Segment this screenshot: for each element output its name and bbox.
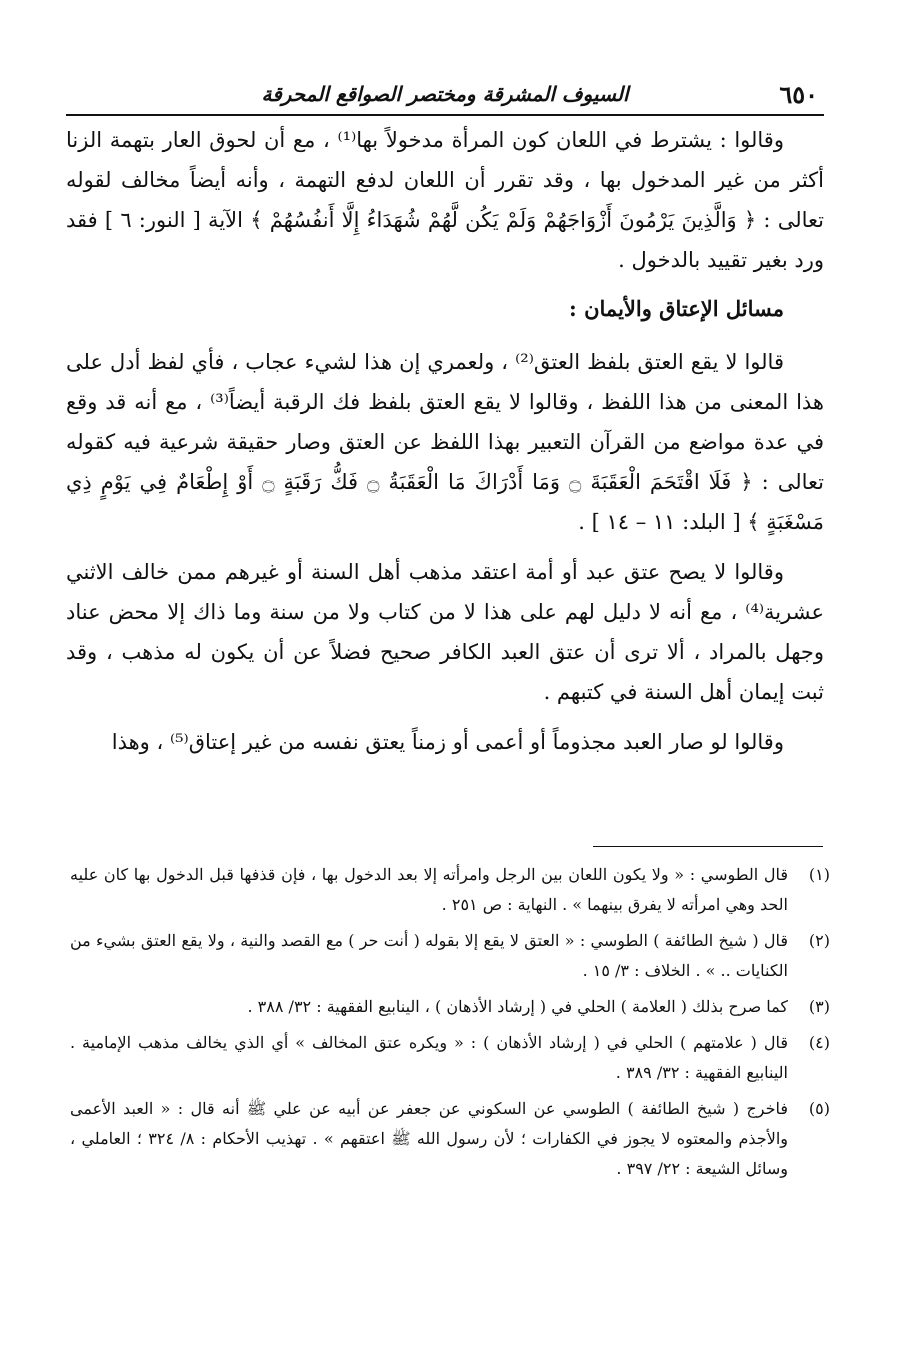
footnote-number: (١) xyxy=(808,865,830,884)
footnote-number: (٤) xyxy=(808,1033,830,1052)
footnote-text: قال ( شيخ الطائفة ) الطوسي : « العتق لا يقع إلا بقوله ( أنت حر ) مع القصد والنية ، ولا يقع العتق بشيء من الكنايات .. » . الخلاف : ٣/ ١٥ . xyxy=(70,931,788,980)
footnote-text: قال الطوسي : « ولا يكون اللعان بين الرجل وامرأته إلا بعد الدخول بها ، فإن قذفها قبل الدخول بها كان عليه الحد وهي امرأته لا يفرق بينهما » . النهاية : ص ٢٥١ . xyxy=(70,865,788,914)
footnote xyxy=(70,992,830,1022)
footnotes xyxy=(70,860,830,1190)
footnote-divider xyxy=(593,846,823,847)
paragraph-itq-lafz: قالوا لا يقع العتق بلفظ العتق⁽²⁾ ، ولعمري إن هذا لشيء عجاب ، فأي لفظ أدل على هذا المعنى من هذا اللفظ ، وقالوا لا يقع العتق بلفظ فك الرقبة أيضاً⁽³⁾ ، مع أنه قد وقع في عدة مواضع من القرآن التعبير بهذا اللفظ عن العتق وصار حقيقة شرعية فيه كقوله تعالى : ﴿ فَلَا اقْتَحَمَ الْعَقَبَةَ ۝ وَمَا أَدْرَاكَ مَا الْعَقَبَةُ ۝ فَكُّ رَقَبَةٍ ۝ أَوْ إِطْعَامٌ فِي يَوْمٍ ذِي مَسْغَبَةٍ ﴾ [ البلد: ١١ – ١٤ ] . xyxy=(66,350,824,534)
running-title: السيوف المشرقة ومختصر الصواقع المحرقة xyxy=(261,82,629,106)
footnote-number: (٢) xyxy=(808,931,830,950)
page-number: ٦٥٠ xyxy=(779,80,818,109)
footnote xyxy=(70,1094,830,1184)
section-heading: مسائل الإعتاق والأيمان : xyxy=(569,296,784,321)
paragraph-lian: وقالوا : يشترط في اللعان كون المرأة مدخولاً بها⁽¹⁾ ، مع أن لحوق العار بتهمة الزنا أكثر من غير المدخول بها ، وقد تقرر أن اللعان لدفع التهمة ، وأنه أيضاً مخالف لقوله تعالى : ﴿ وَالَّذِينَ يَرْمُونَ أَزْوَاجَهُمْ وَلَمْ يَكُن لَّهُمْ شُهَدَاءُ إِلَّا أَنفُسُهُمْ ﴾ الآية [ النور: ٦ ] فقد ورد بغير تقييد بالدخول . xyxy=(66,128,824,272)
page-header xyxy=(66,80,824,116)
paragraph-itq-blind: وقالوا لو صار العبد مجذوماً أو أعمى أو زمناً يعتق نفسه من غير إعتاق⁽⁵⁾ ، وهذا xyxy=(111,730,784,754)
footnote xyxy=(70,860,830,920)
footnote xyxy=(70,1028,830,1088)
footnote-text: قال ( علامتهم ) الحلي في ( إرشاد الأذهان ) : « ويكره عتق المخالف » أي الذي يخالف مذهب الإمامية . الينابيع الفقهية : ٣٢/ ٣٨٩ . xyxy=(70,1033,788,1082)
footnote-text: كما صرح بذلك ( العلامة ) الحلي في ( إرشاد الأذهان ) ، الينابيع الفقهية : ٣٢/ ٣٨٨ . xyxy=(247,997,788,1016)
footnote xyxy=(70,926,830,986)
footnote-text: فاخرج ( شيخ الطائفة ) الطوسي عن السكوني عن جعفر عن أبيه عن علي ﷺ أنه قال : « العبد الأعمى والأجذم والمعتوه لا يجوز في الكفارات ؛ لأن رسول الله ﷺ اعتقهم » . تهذيب الأحكام : ٨/ ٣٢٤ ؛ العاملي ، وسائل الشيعة : ٢٢/ ٣٩٧ . xyxy=(70,1099,788,1178)
footnote-number: (٥) xyxy=(808,1099,830,1118)
paragraph-itq-sunni: وقالوا لا يصح عتق عبد أو أمة اعتقد مذهب أهل السنة أو غيرهم ممن خالف الاثني عشرية⁽⁴⁾ ، مع أنه لا دليل لهم على هذا لا من كتاب ولا من سنة وما ذاك إلا محض عناد وجهل بالمراد ، ألا ترى أن عتق العبد الكافر صحيح فضلاً عن أن يكون له مذهب ، وقد ثبت إيمان أهل السنة في كتبهم . xyxy=(66,560,824,704)
footnote-number: (٣) xyxy=(808,997,830,1016)
main-text xyxy=(66,120,824,772)
